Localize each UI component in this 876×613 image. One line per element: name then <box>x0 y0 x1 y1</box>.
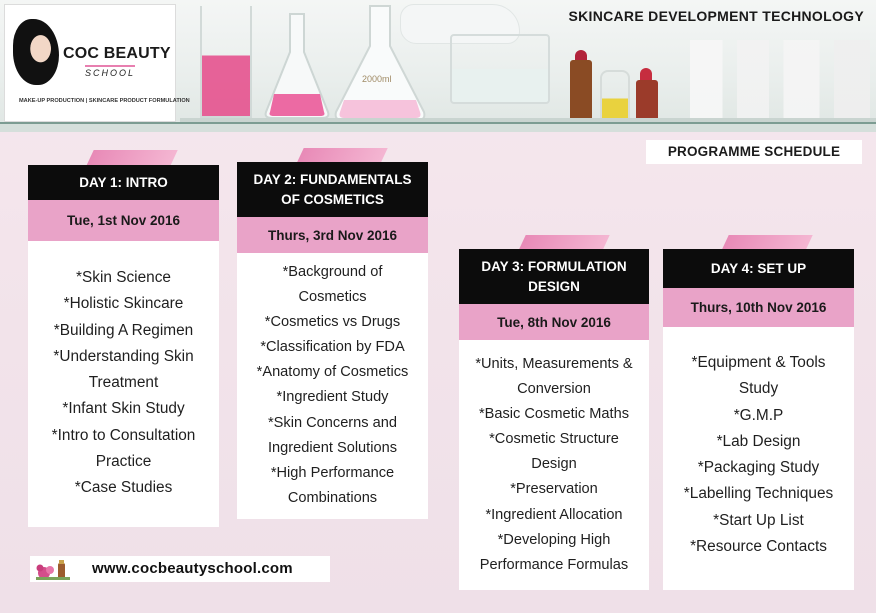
list-item: *Background of <box>282 264 383 280</box>
list-item: *Anatomy of Cosmetics <box>256 364 409 381</box>
flask-image <box>262 12 332 120</box>
logo-tagline: MAKE-UP PRODUCTION | SKINCARE PRODUCT FORMULATION <box>19 98 190 104</box>
programme-schedule-label: PROGRAMME SCHEDULE <box>646 140 862 164</box>
list-item: *Case Studies <box>74 479 173 497</box>
day-date: Tue, 1st Nov 2016 <box>28 200 219 241</box>
day-card-2 <box>237 162 428 519</box>
flower-bottle-icon <box>34 559 74 581</box>
list-item: Conversion <box>517 381 591 398</box>
list-item: Combinations <box>287 489 378 506</box>
list-item: *Cosmetic Structure <box>489 431 619 448</box>
list-item: Study <box>738 380 779 398</box>
list-item: *Developing High <box>497 531 611 548</box>
list-item: *Skin Concerns and <box>268 414 397 431</box>
list-item: *Ingredient Study <box>276 389 389 406</box>
topic-list <box>663 350 854 560</box>
amber-bottle-image <box>570 60 592 122</box>
list-item: *Packaging Study <box>697 459 820 477</box>
day-title: DAY 3: FORMULATION DESIGN <box>459 249 649 304</box>
list-item: *Building A Regimen <box>53 321 194 339</box>
header-banner <box>0 0 876 132</box>
glass-bottle-image <box>600 70 630 122</box>
list-item: *Labelling Techniques <box>683 485 834 503</box>
cosmetic-bottles-image <box>690 40 870 120</box>
list-item: Design <box>531 456 577 473</box>
list-item: Cosmetics <box>298 289 367 306</box>
list-item: *G.M.P <box>733 406 784 424</box>
school-logo <box>4 4 190 122</box>
list-item: *Start Up List <box>713 511 804 529</box>
day-date: Tue, 8th Nov 2016 <box>459 304 649 340</box>
list-item: *Resource Contacts <box>690 538 827 556</box>
day-card-3 <box>459 249 649 590</box>
list-item: *Cosmetics vs Drugs <box>264 314 401 331</box>
banner-divider <box>0 122 876 132</box>
day-date: Thurs, 3rd Nov 2016 <box>237 217 428 253</box>
svg-text:2000ml: 2000ml <box>362 74 392 84</box>
day-title: DAY 4: SET UP <box>663 249 854 288</box>
list-item: *Equipment & Tools <box>691 354 826 371</box>
logo-silhouette-icon <box>13 19 59 85</box>
beaker-image <box>200 6 252 118</box>
list-item: Treatment <box>88 374 159 392</box>
logo-sub: SCHOOL <box>85 65 135 78</box>
list-item: *Intro to Consultation <box>51 426 196 444</box>
list-item: *Understanding Skin <box>53 347 194 365</box>
list-item: Practice <box>95 453 152 471</box>
page-title: SKINCARE DEVELOPMENT TECHNOLOGY <box>568 8 864 24</box>
day-title: DAY 1: INTRO <box>28 165 219 200</box>
day-date: Thurs, 10th Nov 2016 <box>663 288 854 327</box>
list-item: *Ingredient Allocation <box>485 506 623 523</box>
day-title: DAY 2: FUNDAMENTALS OF COSMETICS <box>237 162 428 217</box>
list-item: *Holistic Skincare <box>63 295 184 313</box>
logo-name: COC BEAUTY <box>63 45 171 62</box>
list-item: Ingredient Solutions <box>268 439 397 456</box>
list-item: *Skin Science <box>76 269 171 286</box>
topic-list <box>459 352 649 578</box>
list-item: *Basic Cosmetic Maths <box>478 406 630 423</box>
list-item: *High Performance <box>270 464 395 481</box>
topic-list <box>237 260 428 511</box>
lab-rack-image <box>450 34 550 104</box>
list-item: *Classification by FDA <box>260 339 405 356</box>
day-card-1 <box>28 165 219 527</box>
list-item: *Units, Measurements & <box>475 356 633 372</box>
list-item: *Preservation <box>510 481 598 498</box>
website-link[interactable]: www.cocbeautyschool.com <box>92 560 293 577</box>
brown-bottle-image <box>636 80 658 122</box>
list-item: Performance Formulas <box>479 556 629 573</box>
topic-list <box>28 265 219 502</box>
list-item: *Lab Design <box>716 432 801 450</box>
day-card-4 <box>663 249 854 590</box>
tab-accent <box>86 150 177 166</box>
list-item: *Infant Skin Study <box>62 400 185 418</box>
